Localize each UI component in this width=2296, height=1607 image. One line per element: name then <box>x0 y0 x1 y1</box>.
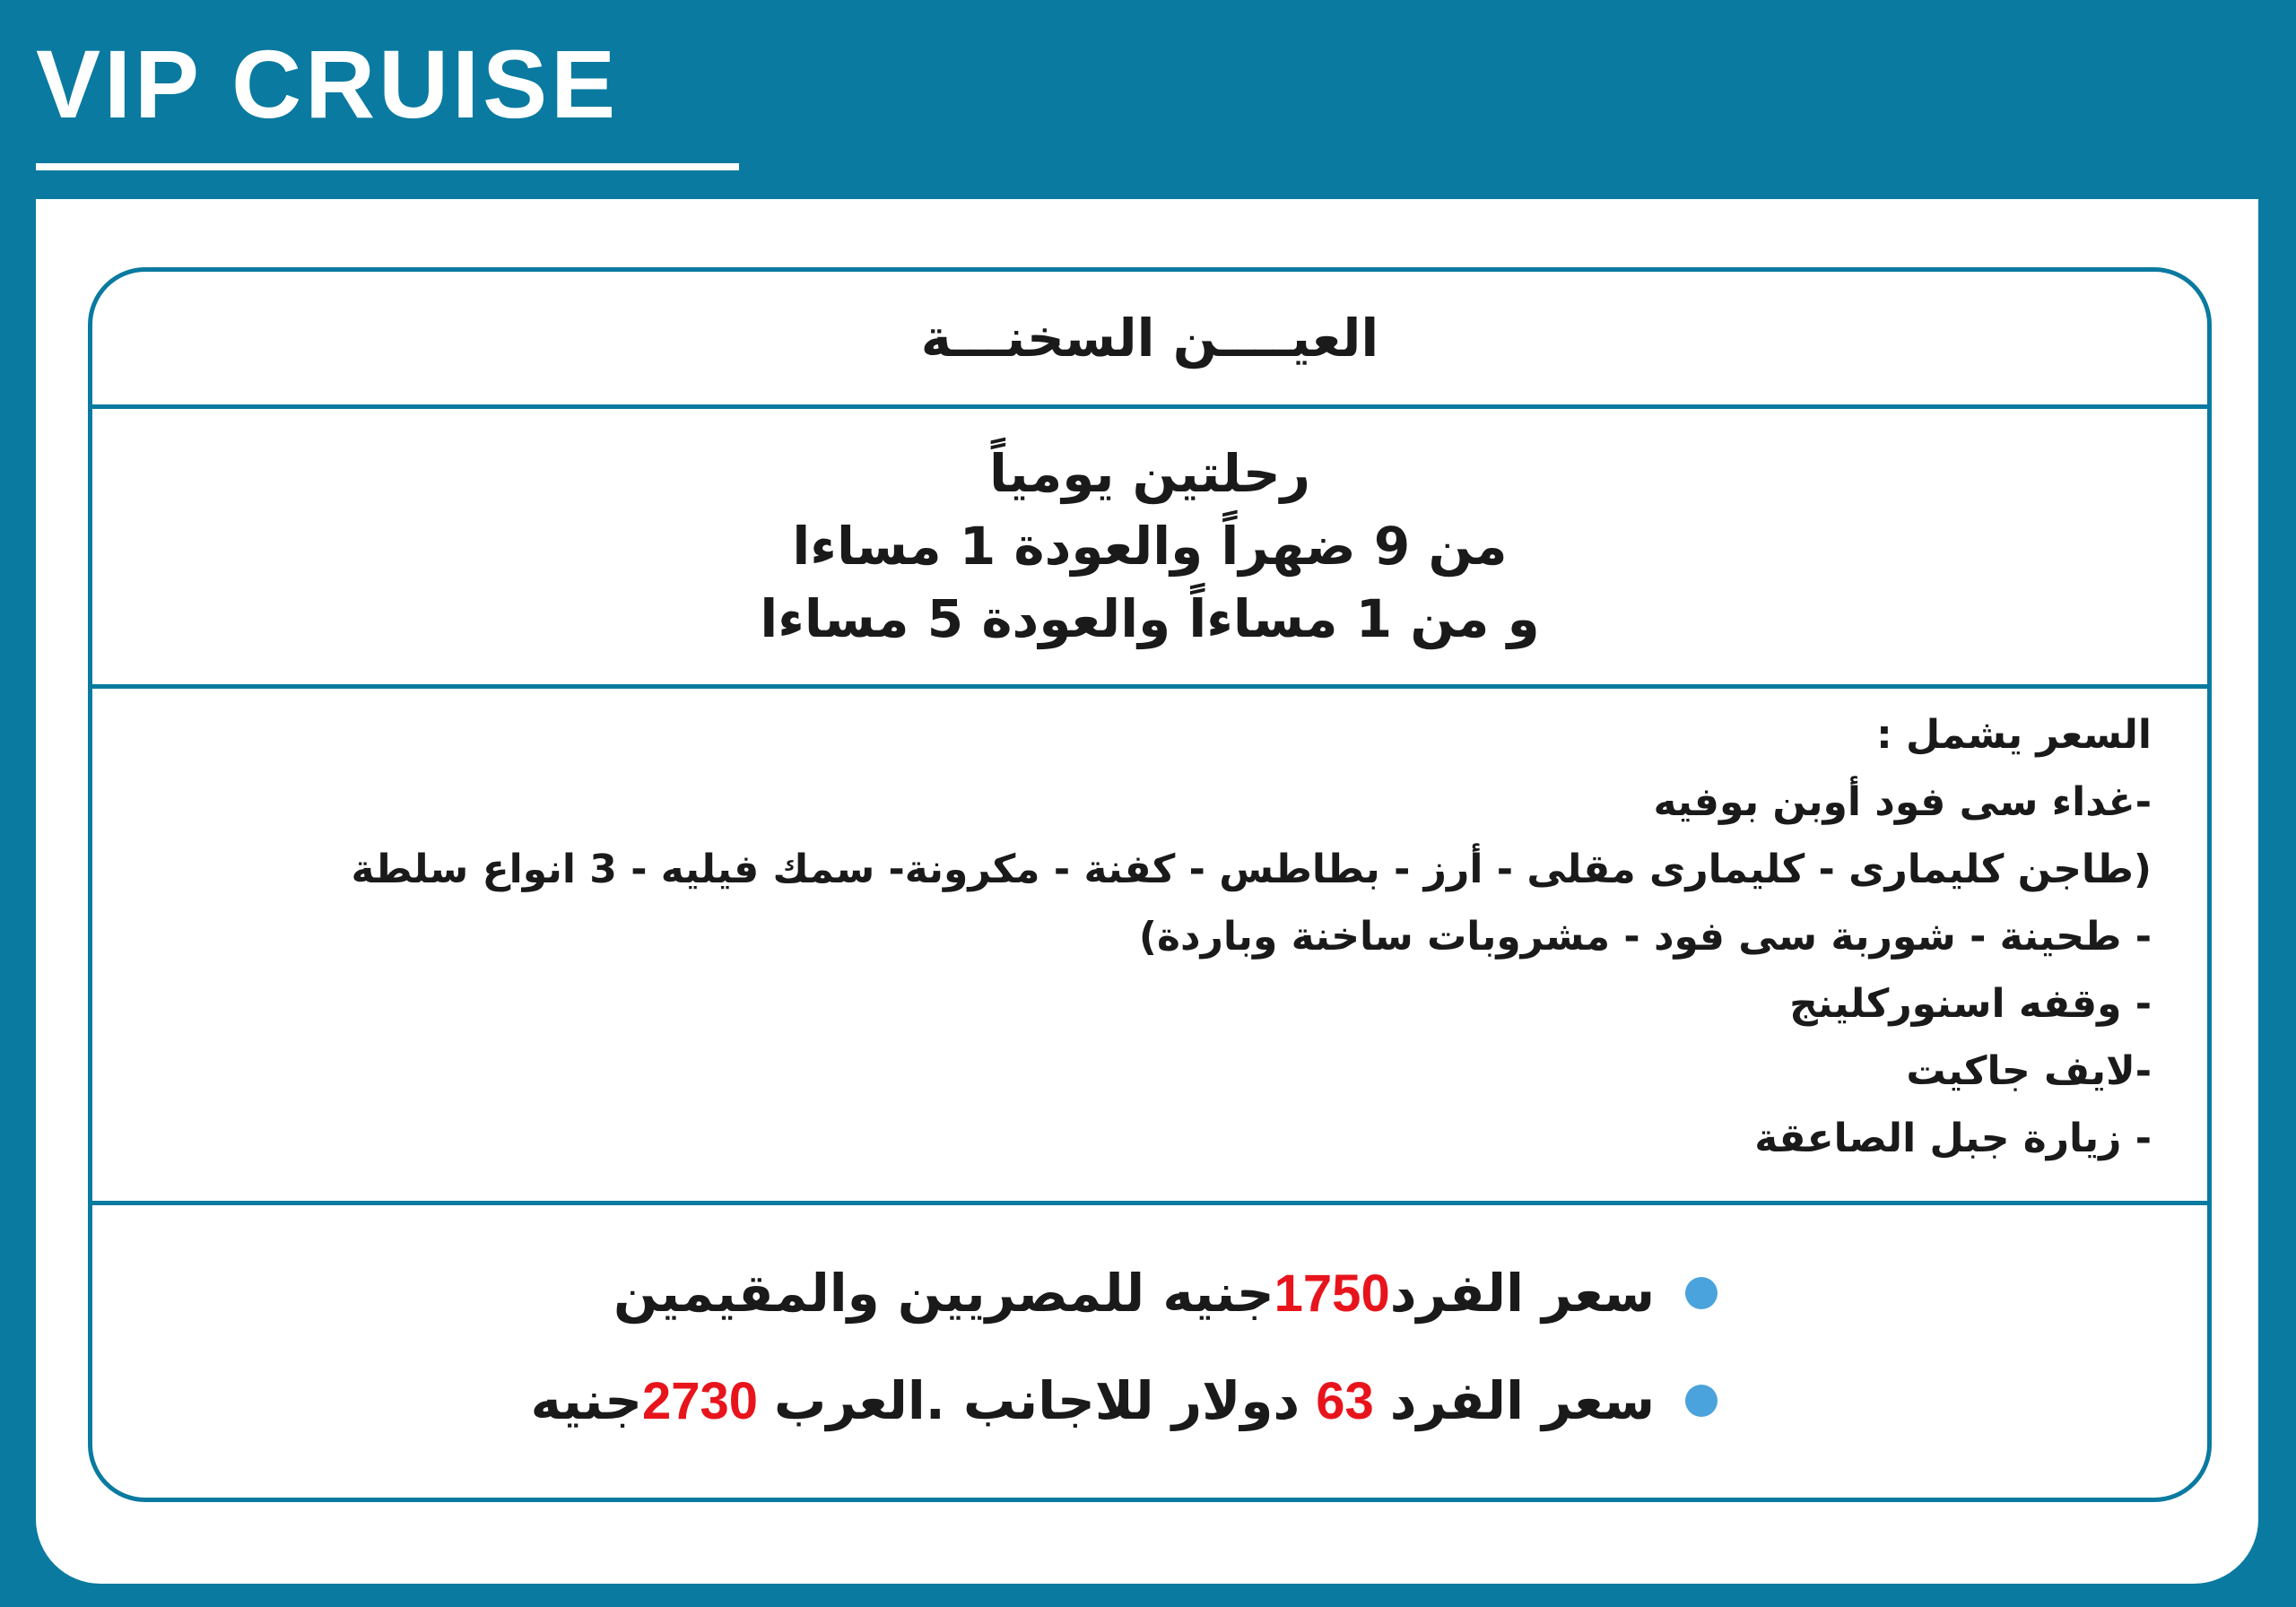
price-row-foreign <box>92 1347 1718 1455</box>
prices-section <box>92 1205 2207 1502</box>
price-suffix: جنيه للمصريين والمقيمين <box>613 1263 1274 1324</box>
include-item: -لايف جاكيت <box>1906 1048 2152 1094</box>
include-item: - وقفه اسنوركلينج <box>1789 981 2152 1027</box>
brand-title: VIP CRUISE <box>36 30 620 138</box>
bullet-icon <box>1685 1385 1718 1417</box>
price-mid: دولار للاجانب .العرب <box>774 1370 1300 1431</box>
price-amount-usd: 63 <box>1316 1371 1374 1430</box>
brand-underline <box>36 163 739 170</box>
price-amount-egp: 2730 <box>642 1371 759 1430</box>
price-suffix: جنيه <box>530 1370 642 1431</box>
include-item: - زيارة جبل الصاعقة <box>1754 1116 2152 1161</box>
trip-title: العيــــن السخنـــة <box>920 308 1379 369</box>
includes-heading: السعر يشمل : <box>1876 712 2152 758</box>
price-row-egyptian <box>92 1239 1718 1347</box>
bullet-icon <box>1685 1277 1718 1309</box>
price-amount-egp: 1750 <box>1274 1264 1390 1323</box>
content-panel <box>36 199 2258 1584</box>
schedule-section <box>92 409 2207 684</box>
price-prefix: سعر الفرد <box>1389 1370 1655 1431</box>
include-item: -غداء سى فود أوبن بوفيه <box>1653 779 2152 825</box>
include-item: (طاجن كليمارى - كليمارى مقلى - أرز - بطاطس - كفنة - مكرونة- سمك فيليه - 3 انواع سلطة <box>351 847 2152 892</box>
trip-card <box>88 267 2212 1502</box>
schedule-line: و من 1 مساءاً والعودة 5 مساءا <box>760 587 1540 649</box>
include-item: - طحينة - شوربة سى فود - مشروبات ساخنة وباردة) <box>1138 914 2152 960</box>
includes-section <box>92 689 2207 1201</box>
trip-title-section <box>92 272 2207 404</box>
schedule-line: من 9 ضهراً والعودة 1 مساءا <box>792 516 1508 578</box>
price-prefix: سعر الفرد <box>1389 1263 1655 1324</box>
schedule-line: رحلتين يومياً <box>988 443 1311 505</box>
